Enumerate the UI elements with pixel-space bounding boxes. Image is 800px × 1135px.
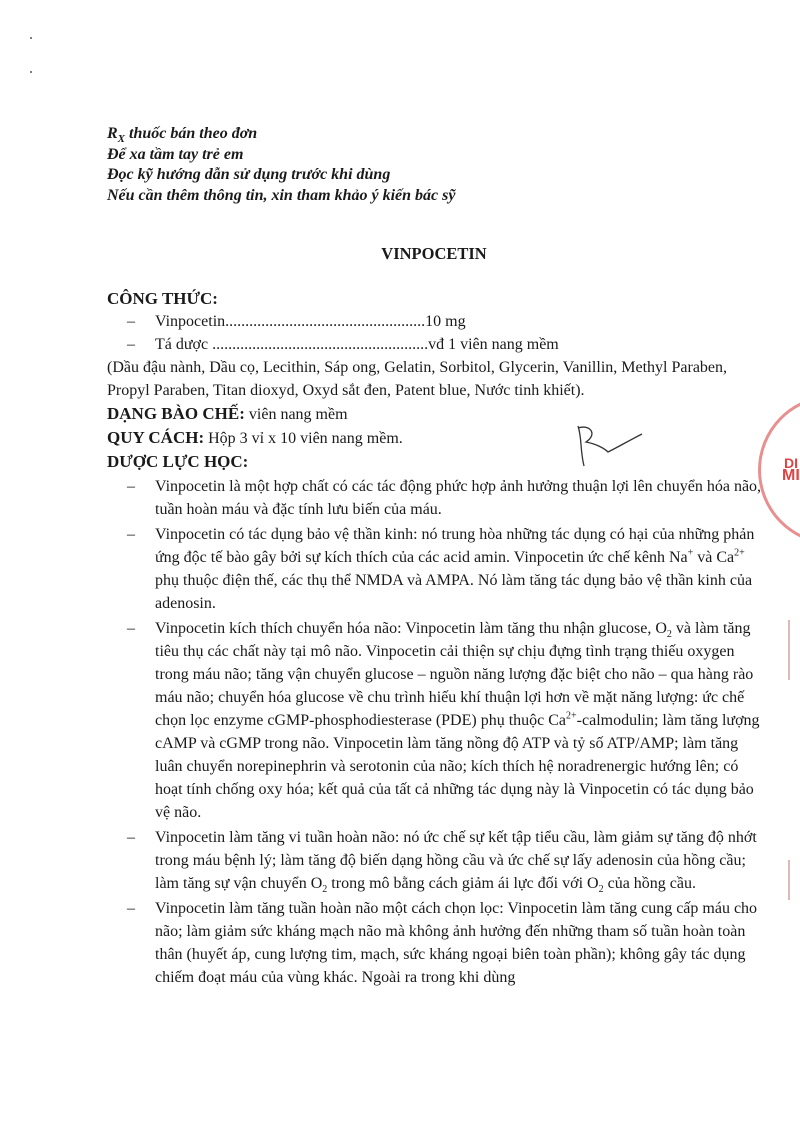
formula-item xyxy=(107,310,767,333)
consult-doctor: Nếu cần thêm thông tin, xin tham khảo ý kiến bác sỹ xyxy=(107,186,456,204)
paragraph-text: Vinpocetin kích thích chuyển hóa não: Vinpocetin làm tăng thu nhận glucose, $O_2$ và làm tăng tiêu thụ các chất này tại mô não. Vinpocetin cải thiện sự chịu đựng tình trạng thiếu oxygen trong máu não; tăng vận chuyển glucose – nguồn năng lượng đặc biệt cho não – qua hàng rào máu não; chuyển hóa glucose về chu trình hiếu khí thuận lợi hơn về mặt năng lượng: ức chế chọn lọc enzyme cGMP-phosphodiesterase (PDE) phụ thuộc $Ca^{2+}$-calmodulin; làm tăng lượng cAMP và cGMP trong não. Vinpocetin làm tăng nồng độ ATP và tỷ số ATP/AMP; làm tăng luân chuyển norepinephrin và serotonin của não; kích thích hệ noradrenergic hướng lên; có hoạt tính chống oxy hóa; kết quả của tất cả những tác dụng này là Vinpocetin có tác dụng bảo vệ não. xyxy=(155,620,760,821)
children-warning: Để xa tầm tay trẻ em xyxy=(107,145,244,163)
list-item xyxy=(107,826,767,895)
scan-edge-mark xyxy=(788,620,790,680)
dash-bullet xyxy=(107,897,155,989)
company-stamp xyxy=(758,395,800,545)
stamp-text: DI xyxy=(784,455,798,471)
rx-text: thuốc bán theo đơn xyxy=(129,125,258,142)
dash-bullet xyxy=(107,333,155,356)
paragraph-text: Vinpocetin làm tăng vi tuần hoàn não: nó ức chế sự kết tập tiểu cầu, làm giảm sự tăng độ nhớt trong máu bệnh lý; làm tăng độ biến dạng hồng cầu và ức chế sự lấy adenosin của hồng cầu; làm tăng sự vận chuyển $O_2$ trong mô bằng cách giảm ái lực đối với $O_2$ của hồng cầu. xyxy=(155,829,757,896)
list-item xyxy=(107,523,767,615)
stamp-text: MI xyxy=(782,467,800,484)
rx-line xyxy=(107,124,455,145)
list-item xyxy=(107,897,767,989)
list-item xyxy=(107,475,767,521)
formula-item xyxy=(107,333,767,356)
packaging-label: QUY CÁCH: xyxy=(107,428,205,447)
paragraph-text: Vinpocetin là một hợp chất có các tác động phức hợp ảnh hưởng thuận lợi lên chuyển hóa não, tuần hoàn máu và đặc tính lưu biến của máu. xyxy=(155,478,762,518)
excipient-list: (Dầu đậu nành, Dầu cọ, Lecithin, Sáp ong, Gelatin, Sorbitol, Glycerin, Vanillin, Methyl Paraben, Propyl Paraben, Titan dioxyd, Oxyd sắt đen, Patent blue, Nước tinh khiết). xyxy=(107,359,728,399)
packaging-value: Hộp 3 vỉ x 10 viên nang mềm. xyxy=(204,430,403,447)
packaging xyxy=(107,426,767,450)
scan-dot xyxy=(30,71,32,73)
dosage-form-value: viên nang mềm xyxy=(244,406,348,423)
formula-heading: CÔNG THỨC: xyxy=(107,289,218,308)
paragraph-text: Vinpocetin có tác dụng bảo vệ thần kinh: nó trung hòa những tác dụng có hại của những phản ứng độc tế bào gây bởi sự kích thích của các acid amin. Vinpocetin ức chế kênh Na+ và $Ca^{2+}$ phụ thuộc điện thế, các thụ thể NMDA và AMPA. Nó làm tăng tác dụng bảo vệ thần kinh của adenosin. xyxy=(155,526,755,612)
dash-bullet xyxy=(107,826,155,895)
paragraph-text: Vinpocetin làm tăng tuần hoàn não một cách chọn lọc: Vinpocetin làm tăng cung cấp máu cho não; làm giảm sức kháng mạch não mà không ảnh hưởng đến những tham số tuần hoàn toàn thân (huyết áp, cung lượng tim, mạch, sức kháng ngoại biên toàn phần); không gây tác dụng chiếm đoạt máu của vùng khác. Ngoài ra trong khi dùng xyxy=(155,900,758,986)
list-item xyxy=(107,617,767,824)
rx-symbol: $R_X$ xyxy=(107,125,126,146)
dash-bullet xyxy=(107,523,155,615)
formula-excipient: Tá dược ......................................................vđ 1 viên nang mềm xyxy=(155,336,559,353)
dash-bullet xyxy=(107,310,155,333)
dosage-form xyxy=(107,402,767,426)
pharmacodynamics-heading: DƯỢC LỰC HỌC: xyxy=(107,452,249,471)
formula-active: Vinpocetin..................................................10 mg xyxy=(155,313,466,330)
prescription-notice xyxy=(107,124,455,206)
dash-bullet xyxy=(107,617,155,824)
handwritten-signature xyxy=(568,418,648,473)
read-instructions: Đọc kỹ hướng dẫn sử dụng trước khi dùng xyxy=(107,166,391,183)
scan-dot xyxy=(30,37,32,39)
document-title: VINPOCETIN xyxy=(381,244,487,263)
document-body xyxy=(107,287,767,989)
dosage-form-label: DẠNG BÀO CHẾ: xyxy=(107,404,245,423)
scan-edge-mark xyxy=(788,860,790,900)
dash-bullet xyxy=(107,475,155,521)
